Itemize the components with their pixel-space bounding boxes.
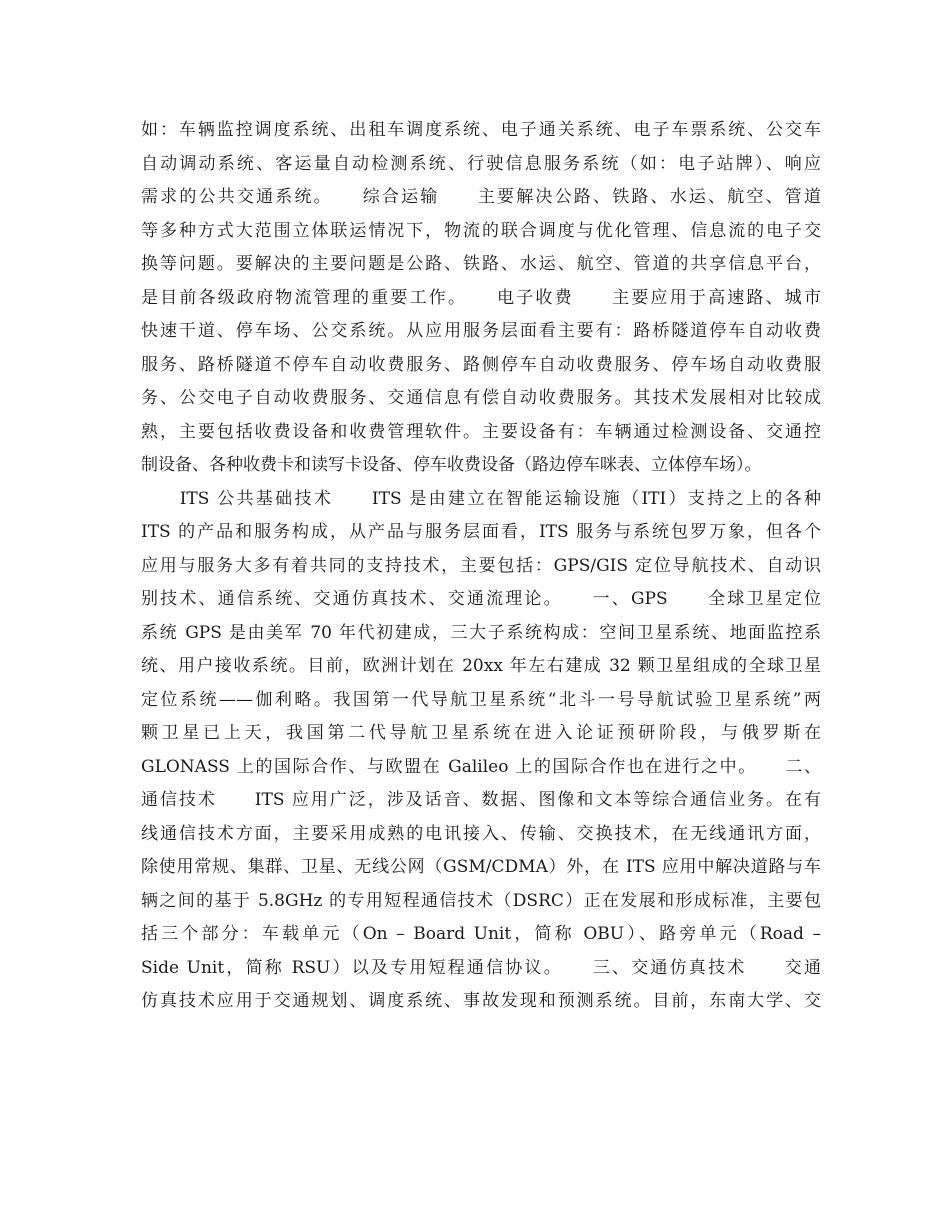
text-line: 辆之间的基于 5.8GHz 的专用短程通信技术（DSRC）正在发展和形成标准，主要包 — [141, 890, 821, 911]
text-line: 定位系统——伽利略。我国第一代导航卫星系统“北斗一号导航试验卫星系统”两 — [141, 689, 821, 710]
text-line: 应用与服务大多有着共同的支持技术，主要包括：GPS/GIS 定位导航技术、自动识 — [141, 555, 821, 576]
text-line: 服务、路桥隧道不停车自动收费服务、路侧停车自动收费服务、停车场自动收费服 — [141, 354, 821, 375]
text-line: 别技术、通信系统、交通仿真技术、交通流理论。 一、GPS 全球卫星定位 — [141, 589, 821, 609]
text-line: 务、公交电子自动收费服务、交通信息有偿自动收费服务。其技术发展相对比较成 — [141, 388, 821, 408]
text-line: 是目前各级政府物流管理的重要工作。 电子收费 主要应用于高速路、城市 — [141, 287, 821, 308]
text-line: 颗卫星已上天，我国第二代导航卫星系统在进入论证预研阶段，与俄罗斯在 — [141, 723, 821, 743]
text-line: 除使用常规、集群、卫星、无线公网（GSM/CDMA）外，在 ITS 应用中解决道路与车 — [141, 857, 821, 877]
body-text — [141, 114, 821, 1019]
text-line: 通信技术 ITS 应用广泛，涉及话音、数据、图像和文本等综合通信业务。在有 — [141, 790, 821, 810]
text-line: 自动调动系统、客运量自动检测系统、行驶信息服务系统（如：电子站牌）、响应 — [141, 153, 821, 174]
text-line: 如：车辆监控调度系统、出租车调度系统、电子通关系统、电子车票系统、公交车 — [141, 120, 821, 140]
text-line: Side Unit，简称 RSU）以及专用短程通信协议。 三、交通仿真技术 交通 — [141, 957, 821, 978]
text-line: 线通信技术方面，主要采用成熟的电讯接入、传输、交换技术，在无线通讯方面， — [141, 823, 821, 844]
text-line: 统、用户接收系统。目前，欧洲计划在 20xx 年左右建成 32 颗卫星组成的全球卫星 — [141, 656, 821, 676]
text-line: ITS 的产品和服务构成，从产品与服务层面看，ITS 服务与系统包罗万象，但各个 — [141, 522, 821, 542]
text-line: 等多种方式大范围立体联运情况下，物流的联合调度与优化管理、信息流的电子交 — [141, 220, 821, 241]
text-line: 仿真技术应用于交通规划、调度系统、事故发现和预测系统。目前，东南大学、交 — [141, 991, 821, 1011]
text-line: ITS 公共基础技术 ITS 是由建立在智能运输设施（ITI）支持之上的各种 — [141, 488, 821, 509]
text-line: GLONASS 上的国际合作、与欧盟在 Galileo 上的国际合作也在进行之中。 二、 — [141, 756, 821, 777]
text-line: 需求的公共交通系统。 综合运输 主要解决公路、铁路、水运、航空、管道 — [141, 187, 821, 207]
text-line: 熟，主要包括收费设备和收费管理软件。主要设备有：车辆通过检测设备、交通控 — [141, 421, 821, 442]
text-line: 快速干道、停车场、公交系统。从应用服务层面看主要有：路桥隧道停车自动收费 — [141, 321, 821, 341]
text-line: 换等问题。要解决的主要问题是公路、铁路、水运、航空、管道的共享信息平台， — [141, 254, 821, 274]
text-line: 系统 GPS 是由美军 70 年代初建成，三大子系统构成：空间卫星系统、地面监控系 — [141, 622, 821, 643]
text-line: 括三个部分：车载单元（On – Board Unit，简称 OBU）、路旁单元（Road – — [141, 924, 821, 944]
text-line: 制设备、各种收费卡和读写卡设备、停车收费设备（路边停车咪表、立体停车场）。 — [141, 455, 762, 475]
